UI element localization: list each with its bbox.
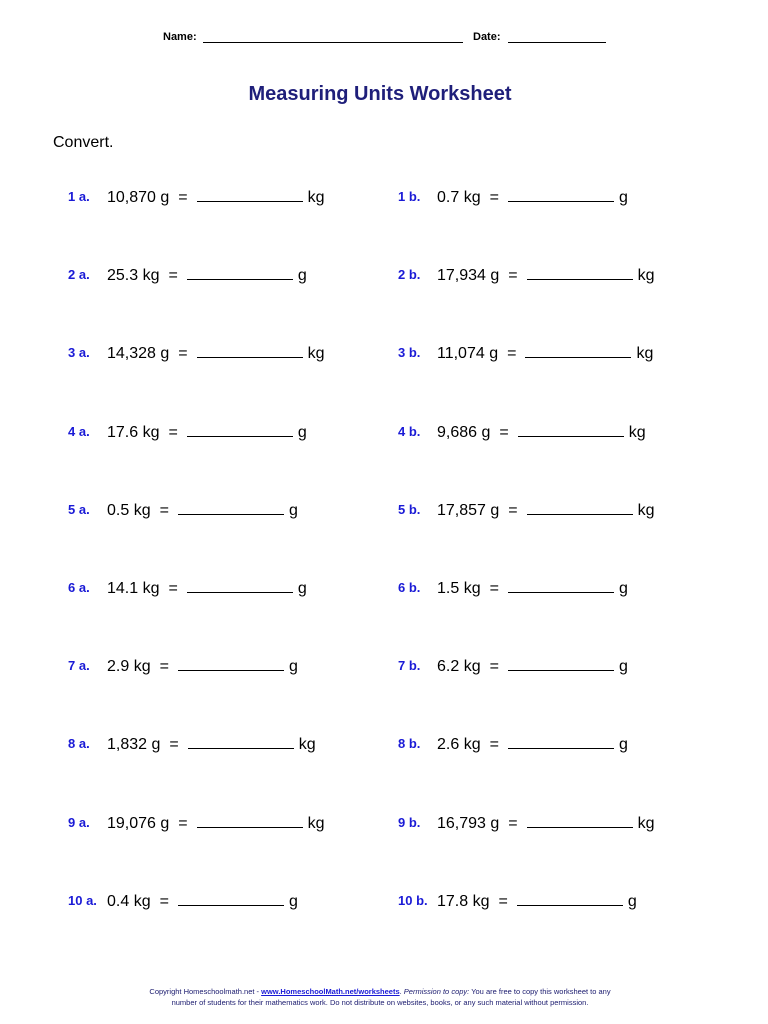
problem-expression (437, 733, 628, 754)
problem-number: 1 a. (68, 189, 90, 204)
problem-value: 2.6 kg (437, 736, 481, 753)
equals-sign: = (489, 736, 499, 753)
problem-expression (437, 342, 653, 363)
answer-blank[interactable] (525, 342, 631, 358)
equals-sign: = (178, 815, 188, 832)
problem-value: 0.7 kg (437, 189, 481, 206)
answer-blank[interactable] (518, 421, 624, 437)
equals-sign: = (168, 424, 178, 441)
target-unit: g (288, 893, 298, 910)
problem-expression (107, 733, 316, 754)
problem-value: 0.5 kg (107, 502, 151, 519)
equals-sign: = (159, 893, 169, 910)
name-label: Name: (163, 31, 197, 43)
equals-sign: = (498, 893, 508, 910)
target-unit: kg (637, 267, 655, 284)
equals-sign: = (508, 815, 518, 832)
target-unit: kg (307, 815, 325, 832)
target-unit: g (297, 267, 307, 284)
problem-expression (107, 812, 325, 833)
problem-expression (437, 264, 655, 285)
target-unit: g (288, 502, 298, 519)
target-unit: g (297, 580, 307, 597)
equals-sign: = (178, 345, 188, 362)
problem-expression (437, 499, 655, 520)
equals-sign: = (169, 736, 179, 753)
problem-value: 14.1 kg (107, 580, 160, 597)
problem-expression (107, 499, 298, 520)
problem-value: 1.5 kg (437, 580, 481, 597)
answer-blank[interactable] (517, 890, 623, 906)
problem-expression (107, 655, 298, 676)
footer-permission-label: Permission to copy: (403, 987, 470, 996)
problem-expression (107, 264, 307, 285)
target-unit: g (297, 424, 307, 441)
answer-blank[interactable] (178, 890, 284, 906)
problem-value: 17.8 kg (437, 893, 490, 910)
problem-value: 19,076 g (107, 815, 170, 832)
problem-number: 7 b. (398, 658, 421, 673)
problem-value: 14,328 g (107, 345, 170, 362)
instruction-text: Convert. (53, 134, 114, 151)
answer-blank[interactable] (508, 655, 614, 671)
problem-number: 8 b. (398, 736, 421, 751)
footer-link[interactable]: www.HomeschoolMath.net/worksheets (261, 987, 400, 996)
equals-sign: = (168, 267, 178, 284)
answer-blank[interactable] (187, 577, 293, 593)
problem-value: 25.3 kg (107, 267, 160, 284)
problem-number: 2 b. (398, 267, 421, 282)
problem-number: 3 b. (398, 345, 421, 360)
problem-expression (107, 577, 307, 598)
footer-copyright: Copyright Homeschoolmath.net - (149, 987, 262, 996)
target-unit: g (618, 580, 628, 597)
problem-number: 4 b. (398, 424, 421, 439)
problem-expression (107, 890, 298, 911)
problem-expression (437, 186, 628, 207)
problem-value: 1,832 g (107, 736, 161, 753)
problem-value: 6.2 kg (437, 658, 481, 675)
answer-blank[interactable] (178, 655, 284, 671)
footer-line-1: Copyright Homeschoolmath.net - www.HomeschoolMath.net/worksheets. Permission to copy: You are free to copy this worksheet to any (149, 987, 611, 996)
problem-number: 4 a. (68, 424, 90, 439)
date-label: Date: (473, 31, 501, 43)
target-unit: g (618, 736, 628, 753)
footer (0, 986, 760, 1008)
problem-expression (107, 421, 307, 442)
problem-expression (437, 812, 655, 833)
answer-blank[interactable] (187, 264, 293, 280)
equals-sign: = (489, 580, 499, 597)
answer-blank[interactable] (197, 812, 303, 828)
problem-value: 17,934 g (437, 267, 500, 284)
problem-number: 5 b. (398, 502, 421, 517)
problem-expression (437, 890, 637, 911)
problem-number: 10 b. (398, 893, 428, 908)
problem-expression (437, 655, 628, 676)
worksheet-title: Measuring Units Worksheet (248, 83, 512, 105)
target-unit: g (288, 658, 298, 675)
target-unit: kg (628, 424, 646, 441)
problem-number: 10 a. (68, 893, 97, 908)
problem-number: 6 b. (398, 580, 421, 595)
equals-sign: = (508, 502, 518, 519)
problem-value: 2.9 kg (107, 658, 151, 675)
equals-sign: = (168, 580, 178, 597)
problem-value: 11,074 g (437, 345, 499, 362)
problem-number: 3 a. (68, 345, 90, 360)
answer-blank[interactable] (527, 812, 633, 828)
equals-sign: = (489, 189, 499, 206)
problem-number: 9 b. (398, 815, 421, 830)
equals-sign: = (159, 502, 169, 519)
answer-blank[interactable] (197, 342, 303, 358)
problem-number: 1 b. (398, 189, 421, 204)
problem-value: 17.6 kg (107, 424, 160, 441)
date-blank-line (508, 42, 606, 43)
equals-sign: = (489, 658, 499, 675)
problem-expression (107, 342, 325, 363)
equals-sign: = (159, 658, 169, 675)
target-unit: g (618, 658, 628, 675)
equals-sign: = (499, 424, 509, 441)
problem-number: 5 a. (68, 502, 90, 517)
problem-number: 9 a. (68, 815, 90, 830)
problem-value: 10,870 g (107, 189, 170, 206)
target-unit: kg (298, 736, 316, 753)
equals-sign: = (178, 189, 188, 206)
target-unit: g (627, 893, 637, 910)
problem-expression (437, 577, 628, 598)
target-unit: kg (636, 345, 654, 362)
answer-blank[interactable] (508, 186, 614, 202)
answer-blank[interactable] (508, 577, 614, 593)
footer-line-2: number of students for their mathematics work. Do not distribute on websites, books, or any such material without permission. (171, 998, 589, 1007)
answer-blank[interactable] (187, 421, 293, 437)
problem-expression (107, 186, 325, 207)
target-unit: kg (307, 345, 325, 362)
name-blank-line (203, 42, 463, 43)
answer-blank[interactable] (178, 499, 284, 515)
target-unit: kg (637, 502, 655, 519)
answer-blank[interactable] (188, 733, 294, 749)
problem-number: 7 a. (68, 658, 90, 673)
equals-sign: = (508, 267, 518, 284)
target-unit: kg (637, 815, 655, 832)
answer-blank[interactable] (197, 186, 303, 202)
problem-number: 2 a. (68, 267, 90, 282)
problem-expression (437, 421, 646, 442)
problem-value: 16,793 g (437, 815, 500, 832)
target-unit: kg (307, 189, 325, 206)
problem-number: 6 a. (68, 580, 90, 595)
problem-value: 17,857 g (437, 502, 500, 519)
problem-value: 9,686 g (437, 424, 491, 441)
worksheet-header (0, 31, 768, 47)
equals-sign: = (507, 345, 517, 362)
answer-blank[interactable] (527, 499, 633, 515)
answer-blank[interactable] (508, 733, 614, 749)
problem-number: 8 a. (68, 736, 90, 751)
problem-value: 0.4 kg (107, 893, 151, 910)
answer-blank[interactable] (527, 264, 633, 280)
footer-permission-text: You are free to copy this worksheet to any (469, 987, 611, 996)
target-unit: g (618, 189, 628, 206)
